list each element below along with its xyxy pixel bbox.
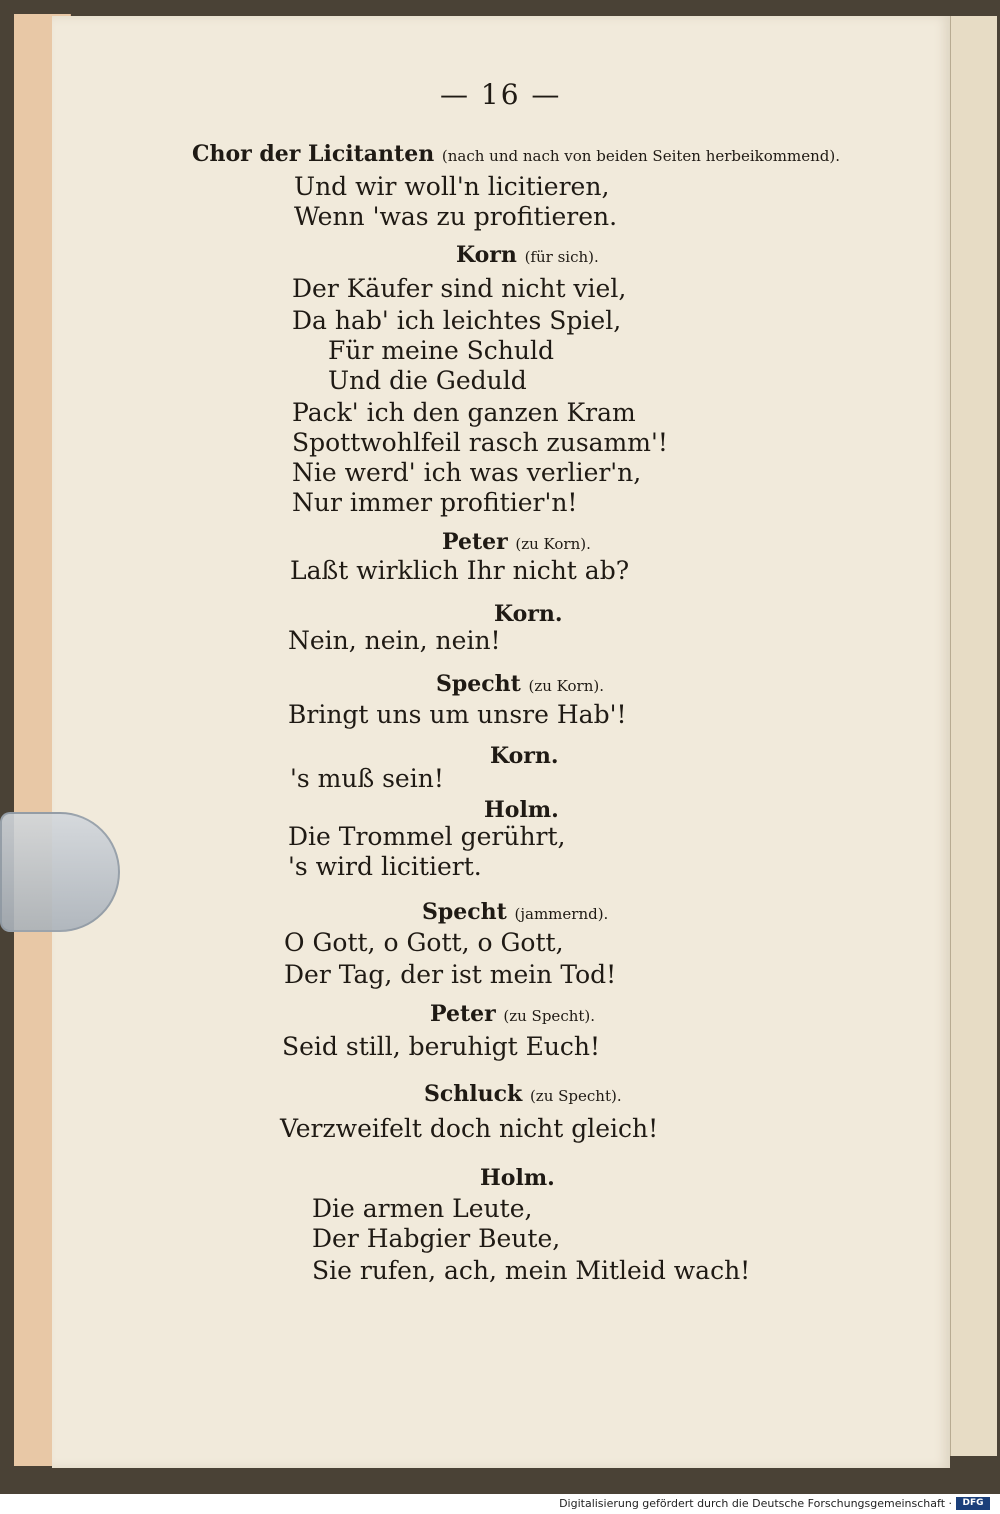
stage-direction: (zu Korn). <box>515 535 591 553</box>
speaker-heading <box>484 796 559 824</box>
funding-notice: Digitalisierung gefördert durch die Deutsche Forschungsgemeinschaft · <box>559 1497 952 1510</box>
page-clip <box>0 812 120 932</box>
verse-line: Die Trommel gerührt, <box>288 822 566 851</box>
speaker-name: Schluck <box>424 1081 523 1107</box>
stage-direction: (jammernd). <box>514 905 609 923</box>
speaker-heading <box>436 670 604 700</box>
verse-line: Da hab' ich leichtes Spiel, <box>292 306 622 335</box>
verse-line: Sie rufen, ach, mein Mitleid wach! <box>312 1256 751 1285</box>
digitization-footer <box>0 1494 1000 1514</box>
speaker-name: Holm. <box>484 797 559 823</box>
verse-line: Der Tag, der ist mein Tod! <box>284 960 617 989</box>
speaker-name: Specht <box>422 899 507 925</box>
verse-line: 's muß sein! <box>290 764 444 793</box>
speaker-name: Specht <box>436 671 521 697</box>
speaker-heading <box>442 528 591 558</box>
verse-line: Die armen Leute, <box>312 1194 533 1223</box>
speaker-heading <box>430 1000 595 1030</box>
verse-line: Seid still, beruhigt Euch! <box>282 1032 601 1061</box>
stage-direction: (für sich). <box>524 248 599 266</box>
verse-line: Der Käufer sind nicht viel, <box>292 274 627 303</box>
stage-direction: (nach und nach von beiden Seiten herbeikommend). <box>441 147 841 165</box>
verse-line: Nur immer profitier'n! <box>292 488 578 517</box>
verse-line: O Gott, o Gott, o Gott, <box>284 928 564 957</box>
stage-direction: (zu Specht). <box>529 1087 622 1105</box>
speaker-name: Korn <box>456 242 517 268</box>
speaker-heading <box>456 241 599 271</box>
speaker-heading <box>192 140 840 170</box>
verse-line: Und die Geduld <box>328 366 527 395</box>
verse-line: Bringt uns um unsre Hab'! <box>288 700 627 729</box>
dfg-logo: DFG <box>956 1497 990 1510</box>
verse-line: Spottwohlfeil rasch zusamm'! <box>292 428 668 457</box>
verse-line: Für meine Schuld <box>328 336 555 365</box>
verse-line: Der Habgier Beute, <box>312 1224 561 1253</box>
stage-direction: (zu Specht). <box>503 1007 596 1025</box>
speaker-name: Peter <box>430 1001 496 1027</box>
verse-line: 's wird licitiert. <box>288 852 482 881</box>
speaker-heading <box>494 600 563 628</box>
verse-line: Nein, nein, nein! <box>288 626 501 655</box>
speaker-name: Holm. <box>480 1165 555 1191</box>
speaker-name: Korn. <box>494 601 563 627</box>
verse-line: Wenn 'was zu profitieren. <box>294 202 618 231</box>
verse-line: Und wir woll'n licitieren, <box>294 172 610 201</box>
verse-line: Laßt wirklich Ihr nicht ab? <box>290 556 630 585</box>
speaker-heading <box>490 742 559 770</box>
speaker-heading <box>480 1164 555 1192</box>
verse-line: Verzweifelt doch nicht gleich! <box>280 1114 659 1143</box>
page-number: — 16 — <box>440 78 562 111</box>
speaker-heading <box>422 898 608 928</box>
speaker-name: Chor der Licitanten <box>192 141 435 167</box>
speaker-name: Peter <box>442 529 508 555</box>
stage-direction: (zu Korn). <box>528 677 604 695</box>
speaker-heading <box>424 1080 622 1110</box>
verse-line: Pack' ich den ganzen Kram <box>292 398 636 427</box>
speaker-name: Korn. <box>490 743 559 769</box>
next-page-edge <box>950 16 997 1456</box>
verse-line: Nie werd' ich was verlier'n, <box>292 458 642 487</box>
